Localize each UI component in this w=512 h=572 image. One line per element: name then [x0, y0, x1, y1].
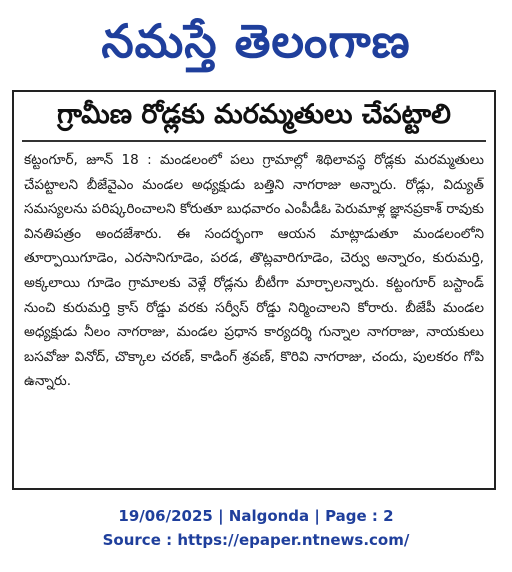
article-headline: గ్రామీణ రోడ్లకు మరమ్మతులు చేపట్టాలి: [57, 99, 451, 130]
article-body: కట్టంగూర్, జూన్ 18 : మండలంలో పలు గ్రామాల్లో శిథిలావస్థ రోడ్లకు మరమ్మతులు చేపట్టాలని బీజేవైఎం మండల అధ్యక్షుడు బత్తిని నాగరాజు అన్నారు. రోడ్లు, విద్యుత్ సమస్యలను పరిష్కరించాలని కోరుతూ బుధవారం ఎంపీడీఓ పెరుమాళ్ల జ్ఞానప్రకాశ్ రావుకు వినతిపత్రం అందజేశారు. ఈ సందర్భంగా ఆయన మాట్లాడుతూ మండలంలోని తూర్పాయిగూడెం, ఎరసానిగూడెం, పరడ, తొట్లవారిగూడెం, చెర్వు అన్నారం, కురుమర్తి, అక్కలాయి గూడెం గ్రామాలకు వెళ్లే రోడ్లను బీటీగా మార్చాలన్నారు. కట్టంగూర్ బస్టాండ్ నుంచి కురుమర్తి క్రాస్ రోడ్డు వరకు సర్వీస్ రోడ్డు నిర్మించాలని కోరారు. బీజేపీ మండల అధ్యక్షుడు నీలం నాగరాజు, మండల ప్రధాన కార్యదర్శి గున్నాల నాగరాజు, నాయకులు బసవోజు వినోద్, చొక్కాల చరణ్, కాడింగ్ శ్రవణ్, కొరివి నాగరాజు, చందు, పులకరం గోపి ఉన్నారు.: [24, 152, 484, 390]
footer-date-line: 19/06/2025 | Nalgonda | Page : 2: [118, 507, 394, 525]
newspaper-masthead: [0, 2, 512, 80]
headline-divider: [22, 140, 486, 142]
masthead-title: నమస్తే తెలంగాణ: [101, 14, 411, 68]
footer-source-line: Source : https://epaper.ntnews.com/: [102, 531, 410, 549]
article-frame: [12, 90, 496, 490]
